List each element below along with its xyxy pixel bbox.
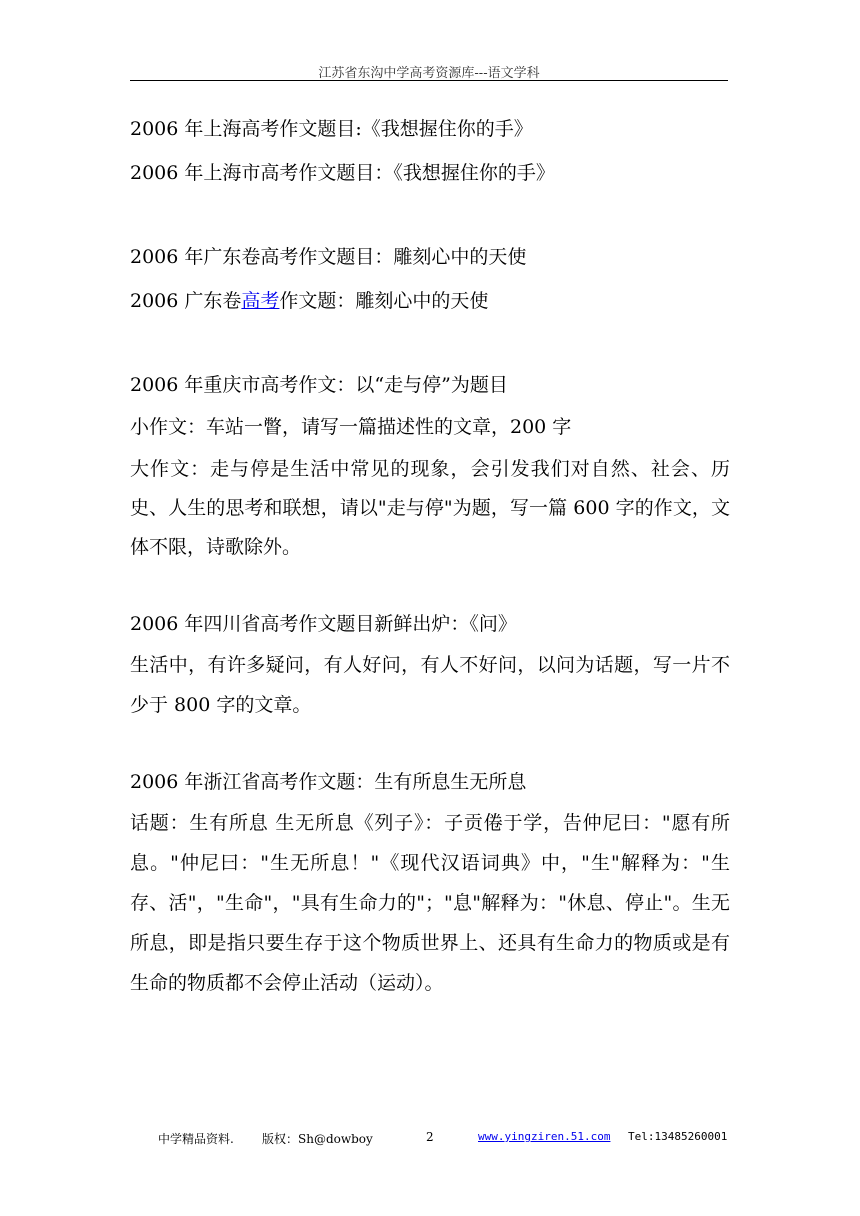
chongqing-title: 2006 年重庆市高考作文：以“走与停”为题目 xyxy=(130,374,508,396)
page-header: 江苏省东沟中学高考资源库---语文学科 xyxy=(318,66,540,81)
page-footer xyxy=(0,1130,860,1148)
footer-tel: Tel:13485260001 xyxy=(628,1130,728,1143)
chongqing-big-essay: 大作文：走与停是生活中常见的现象，会引发我们对自然、社会、历史、人生的思考和联想，请以"走与停"为题，写一篇 600 字的作文，文体不限，诗歌除外。 xyxy=(130,458,730,558)
gaokao-link[interactable]: 高考 xyxy=(241,290,280,312)
sichuan-title: 2006 年四川省高考作文题目新鲜出炉：《问》 xyxy=(130,613,517,635)
shanghai-title-1: 2006 年上海高考作文题目:《我想握住你的手》 xyxy=(130,118,533,140)
guangdong-title-2-suffix: 作文题：雕刻心中的天使 xyxy=(279,290,489,312)
zhejiang-title: 2006 年浙江省高考作文题：生有所息生无所息 xyxy=(130,771,527,793)
chongqing-small-essay: 小作文：车站一瞥，请写一篇描述性的文章，200 字 xyxy=(130,416,572,438)
sichuan-prompt: 生活中，有许多疑问，有人好问，有人不好问，以问为话题，写一片不少于 800 字的文章。 xyxy=(130,654,730,716)
guangdong-title-2-prefix: 2006 广东卷 xyxy=(130,290,242,312)
guangdong-title-2 xyxy=(130,284,730,318)
shanghai-title-2: 2006 年上海市高考作文题目：《我想握住你的手》 xyxy=(130,162,555,184)
footer-label: 中学精品资料. xyxy=(158,1132,234,1146)
guangdong-title-1: 2006 年广东卷高考作文题目：雕刻心中的天使 xyxy=(130,246,527,268)
zhejiang-prompt: 话题：生有所息 生无所息《列子》：子贡倦于学，告仲尼曰："愿有所息。"仲尼曰："生无所息！"《现代汉语词典》中，"生"解释为："生存、活"，"生命"，"具有生命力的"；"息"解释为："休息、停止"。生无所息，即是指只要生存于这个物质世界上、还具有生命力的物质或是有生命的物质都不会停止活动（运动）。 xyxy=(130,812,730,994)
header-rule xyxy=(130,80,728,81)
page-number: 2 xyxy=(426,1130,434,1144)
document-body xyxy=(130,112,730,1003)
footer-copyright: 版权：Sh@dowboy xyxy=(262,1132,373,1146)
footer-website-link[interactable]: www.yingziren.51.com xyxy=(478,1130,611,1143)
